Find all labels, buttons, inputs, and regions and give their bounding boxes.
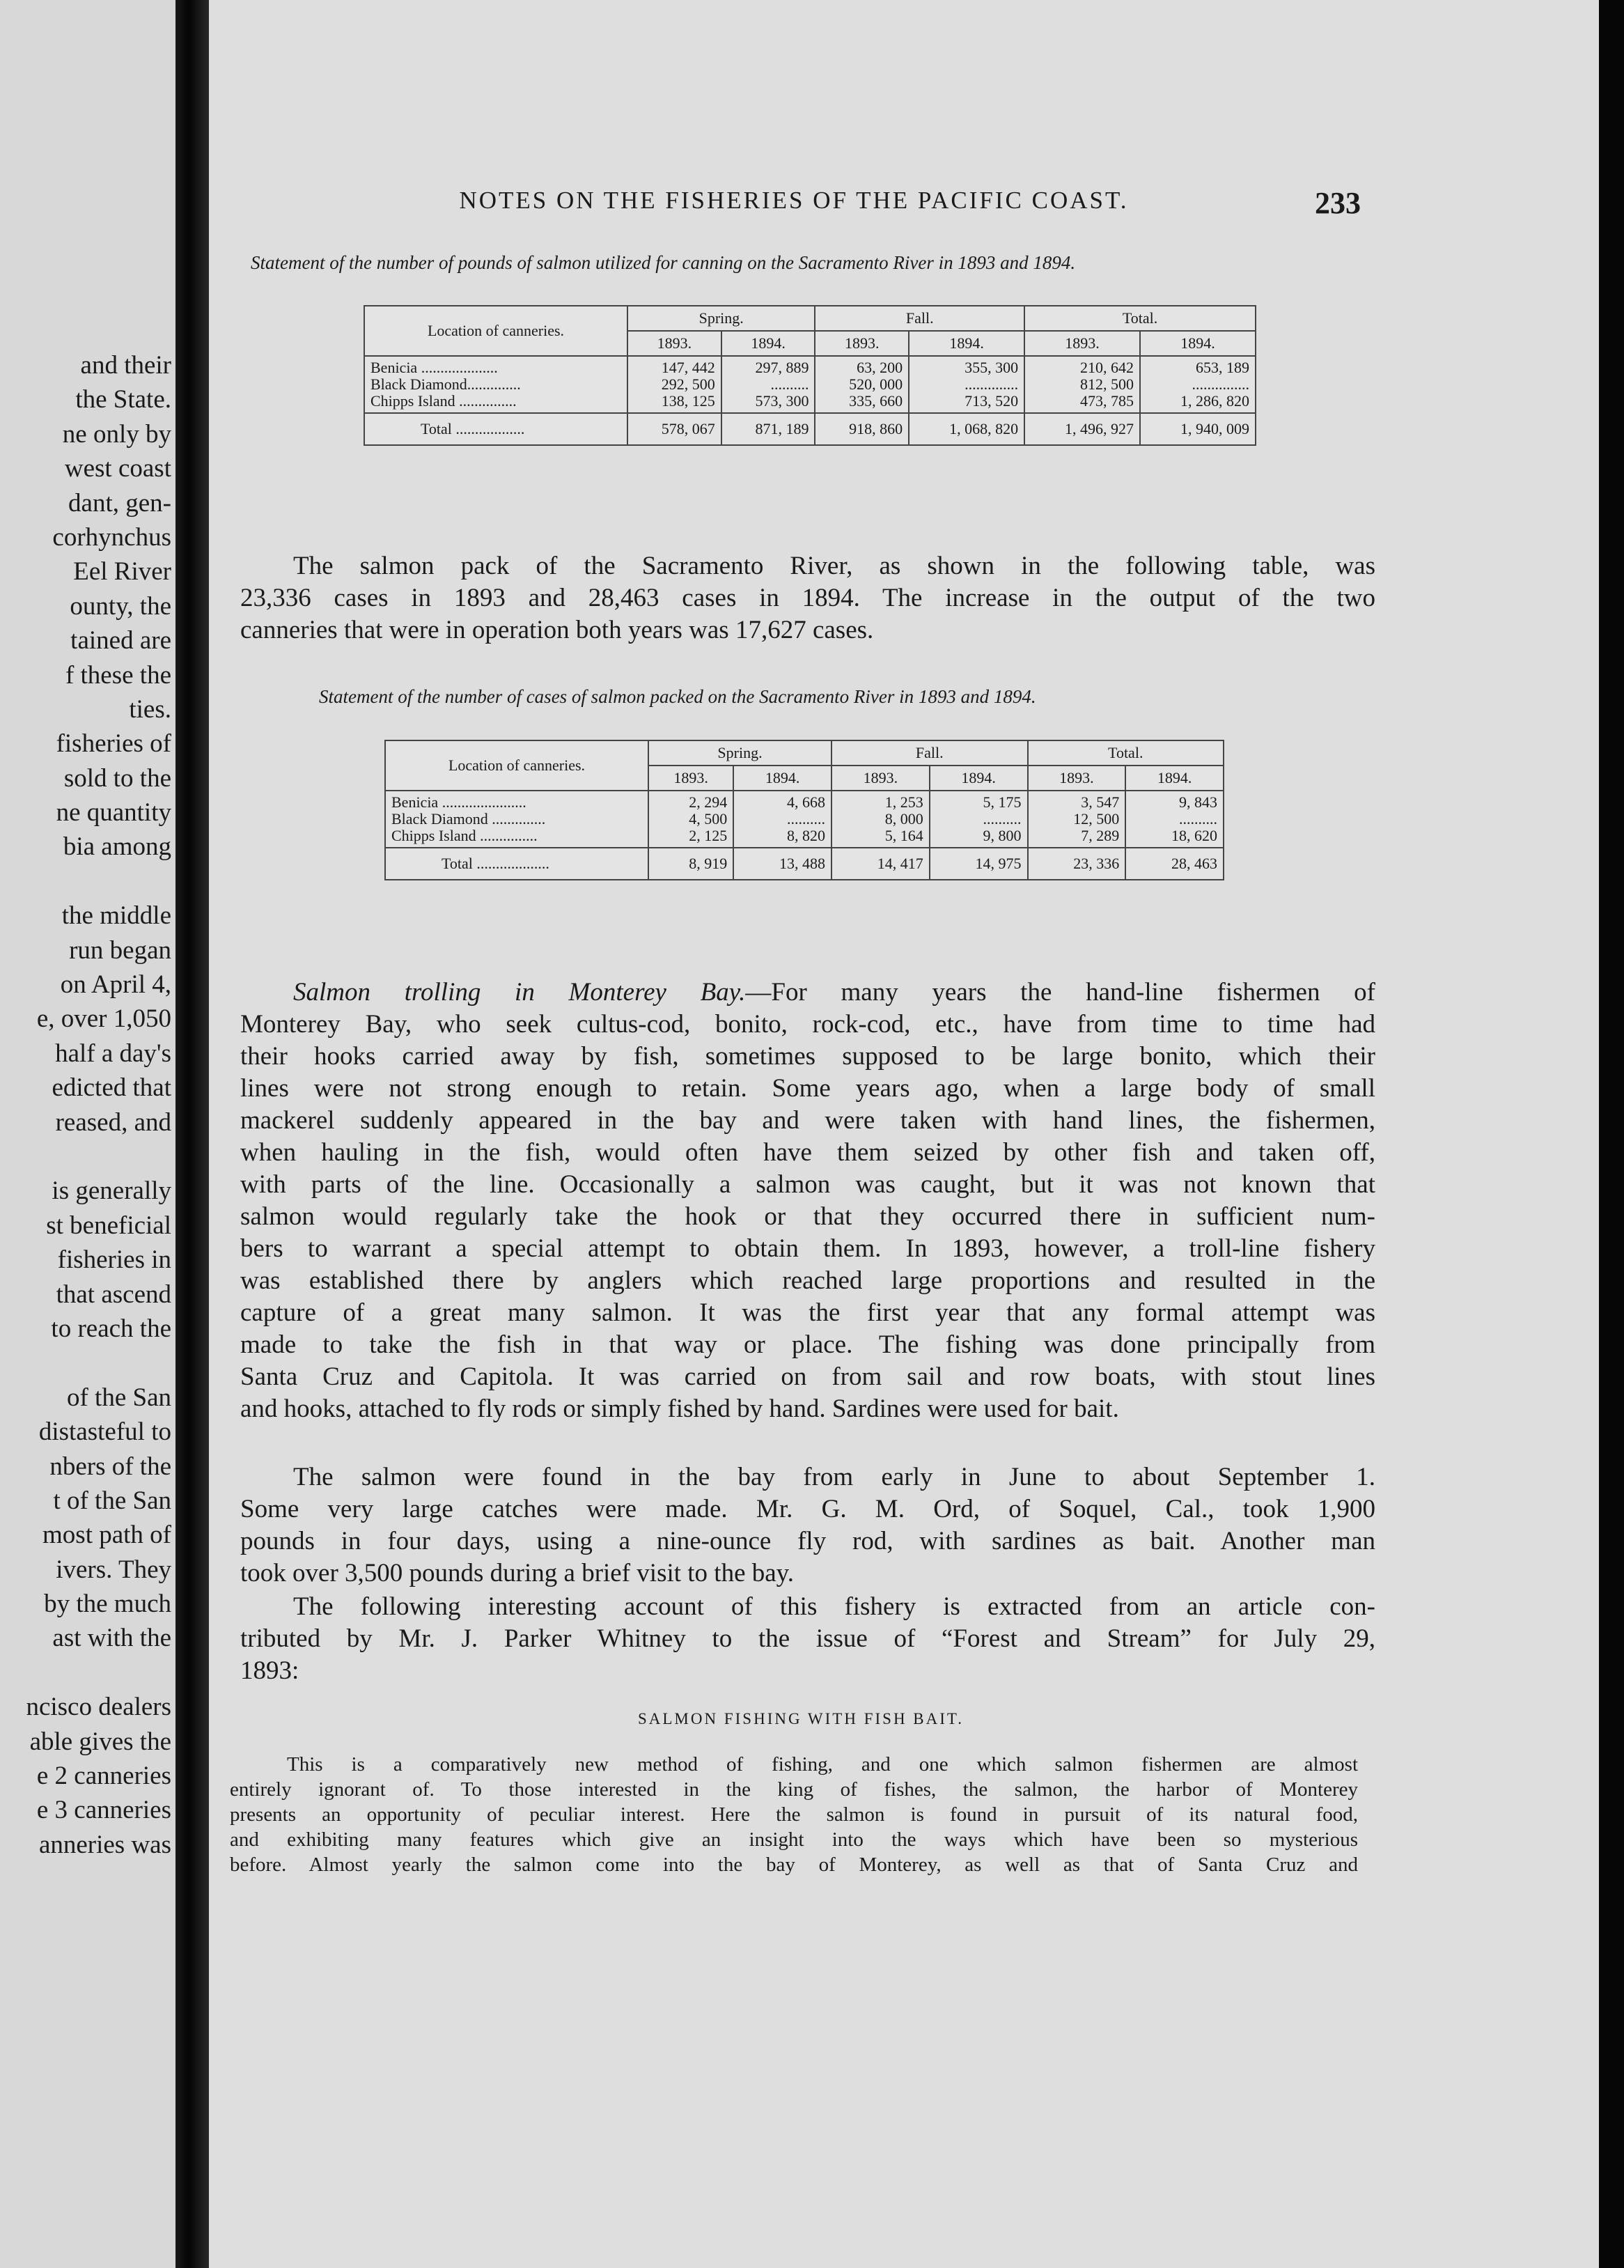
total-cell: 578, 067: [627, 413, 721, 445]
left-page-line: t of the San: [53, 1486, 171, 1515]
total-cell: 13, 488: [733, 848, 831, 880]
year-header: 1893.: [815, 331, 909, 356]
left-page-line: tained are: [70, 626, 171, 655]
left-page-line: ivers. They: [56, 1555, 171, 1584]
location-header: Location of canneries.: [385, 740, 648, 791]
left-page-line: ne quantity: [56, 798, 171, 828]
total-cell: 871, 189: [721, 413, 815, 445]
left-page-line: ncisco dealers: [26, 1693, 171, 1722]
year-header: 1894.: [1140, 331, 1256, 356]
left-page-fragment: [0, 0, 175, 2268]
subheading: SALMON FISHING WITH FISH BAIT.: [637, 1710, 965, 1727]
fall-header: Fall.: [815, 306, 1024, 331]
left-page-line: anneries was: [38, 1830, 171, 1859]
year-header: 1893.: [1028, 766, 1126, 791]
total-header: Total.: [1024, 306, 1256, 331]
total-row: [385, 848, 1224, 880]
left-page-line: ne only by: [62, 419, 171, 449]
location-header: Location of canneries.: [364, 306, 627, 356]
left-page-line: on April 4,: [60, 970, 171, 1000]
left-page-line: [0, 864, 171, 899]
left-page-line: e, over 1,050: [36, 1004, 171, 1034]
paragraph-catches: The salmon were found in the bay from early in June to about September 1. Some very large catches were made. Mr. G. M. Ord, of Soquel, Cal., took 1,900 pounds in four days, using a nine-ounce fly rod, with sardines as bait. Another man took over 3,500 pounds during a brief visit to the bay.: [240, 1463, 1375, 1587]
total-cell: 14, 975: [930, 848, 1028, 880]
left-page-line: Eel River: [73, 557, 171, 587]
left-page-line: e 2 canneries: [36, 1762, 171, 1791]
value-cell: 9, 843 .......... 18, 620: [1125, 791, 1224, 848]
total-cell: 1, 940, 009: [1140, 413, 1256, 445]
left-page-line: ounty, the: [70, 591, 171, 621]
page-edge-shadow: [1599, 0, 1624, 2268]
left-page-line: able gives the: [29, 1727, 171, 1756]
total-cell: 14, 417: [831, 848, 930, 880]
left-page-line: reased, and: [55, 1108, 171, 1137]
left-page-line: ast with the: [52, 1624, 171, 1653]
year-header: 1894.: [733, 766, 831, 791]
year-header: 1893.: [1024, 331, 1140, 356]
left-page-line: most path of: [42, 1521, 171, 1550]
quoted-article: This is a comparatively new method of fishing, and one which salmon fishermen are almost entirely ignorant of. To those interested in the king of fishes, the salmon, the harbor of Monterey presents an opportunity of peculiar interest. Here the salmon is found in pursuit of its natural food, and exhibiting many features which give an insight into the ways which have been so mysterious before. Almost yearly the salmon come into the bay of Monterey, as well as that of Santa Cruz and: [230, 1753, 1358, 1876]
value-cell: 355, 300 .............. 713, 520: [909, 356, 1024, 413]
location-cell: Benicia .................... Black Diamond.............. Chipps Island ...............: [364, 356, 627, 413]
year-header: 1893.: [648, 766, 733, 791]
left-page-line: dant, gen-: [68, 488, 171, 518]
left-page-line: st beneficial: [46, 1211, 171, 1240]
table-row: [364, 356, 1256, 413]
left-page-line: corhynchus: [52, 522, 171, 552]
pounds-table: [364, 305, 1256, 446]
total-cell: 1, 068, 820: [909, 413, 1024, 445]
left-page-line: [0, 1656, 171, 1690]
fall-header: Fall.: [831, 740, 1027, 766]
location-cell: Benicia ...................... Black Diamond .............. Chipps Island ...............: [385, 791, 648, 848]
left-page-line: bia among: [63, 832, 171, 862]
total-cell: 1, 496, 927: [1024, 413, 1140, 445]
year-header: 1894.: [721, 331, 815, 356]
left-page-line: and their: [80, 351, 171, 380]
left-page-line: of the San: [66, 1383, 171, 1412]
left-page-line: run began: [69, 935, 171, 965]
value-cell: 2, 294 4, 500 2, 125: [648, 791, 733, 848]
total-label: Total ..................: [364, 413, 627, 445]
value-cell: 5, 175 .......... 9, 800: [930, 791, 1028, 848]
left-page-line: f these the: [65, 660, 171, 690]
value-cell: 210, 642 812, 500 473, 785: [1024, 356, 1140, 413]
left-page-line: is generally: [52, 1176, 171, 1206]
table1-caption: Statement of the number of pounds of salmon utilized for canning on the Sacramento River in 1893 and 1894.: [251, 252, 1076, 273]
year-header: 1894.: [930, 766, 1028, 791]
year-header: 1894.: [909, 331, 1024, 356]
left-page-line: fisheries in: [57, 1245, 171, 1275]
book-page: [209, 0, 1599, 2268]
table2-caption: Statement of the number of cases of salmon packed on the Sacramento River in 1893 and 1894.: [319, 686, 1036, 707]
spring-header: Spring.: [627, 306, 815, 331]
year-header: 1893.: [831, 766, 930, 791]
paragraph-account: The following interesting account of this fishery is extracted from an article con- tributed by Mr. J. Parker Whitney to the issue of “Forest and Stream” for July 29, 1893:: [240, 1592, 1375, 1685]
total-cell: 8, 919: [648, 848, 733, 880]
total-header: Total.: [1028, 740, 1224, 766]
left-page-line: west coast: [64, 454, 171, 483]
left-page-line: [0, 1140, 171, 1174]
total-cell: 918, 860: [815, 413, 909, 445]
left-page-line: nbers of the: [49, 1452, 171, 1481]
paragraph-monterey: Salmon trolling in Monterey Bay.—For many years the hand-line fishermen of Monterey Bay, who seek cultus-cod, bonito, rock-cod, etc., have from time to time had their hooks carried away by fish, sometimes supposed to be large bonito, which their lines were not strong enough to retain. Some years ago, when a large body of small mackerel suddenly appeared in the bay and were taken with hand lines, the fishermen, when hauling in the fish, would often have them seized by other fish and taken off, with parts of the line. Occasionally a salmon was caught, but it was not known that salmon would regularly take the hook or that they occurred there in sufficient num- bers to warrant a special attempt to obtain them. In 1893, however, a troll-line fishery was established there by anglers which reached large proportions and resulted in the capture of a great many salmon. It was the first year that any formal attempt was made to take the fish in that way or place. The fishing was done principally from Santa Cruz and Capitola. It was carried on from sail and row boats, with stout lines and hooks, attached to fly rods or simply fished by hand. Sardines were used for bait.: [240, 978, 1375, 1423]
left-page-line: edicted that: [52, 1073, 171, 1103]
spring-header: Spring.: [648, 740, 831, 766]
page-number: 233: [1315, 186, 1361, 220]
left-page-line: that ascend: [56, 1280, 171, 1309]
left-page-line: the middle: [61, 901, 171, 931]
left-page-line: [0, 1346, 171, 1380]
left-page-line: fisheries of: [56, 729, 171, 759]
left-page-line: the State.: [75, 385, 171, 414]
value-cell: 297, 889 .......... 573, 300: [721, 356, 815, 413]
section-title: Salmon trolling in Monterey Bay.: [293, 978, 746, 1007]
left-page-text-column: [0, 348, 171, 1862]
cases-table: [384, 740, 1224, 880]
total-cell: 23, 336: [1028, 848, 1126, 880]
value-cell: 3, 547 12, 500 7, 289: [1028, 791, 1126, 848]
left-page-line: half a day's: [55, 1039, 171, 1068]
running-head: NOTES ON THE FISHERIES OF THE PACIFIC COAST.: [459, 187, 1129, 214]
paragraph-pack: The salmon pack of the Sacramento River, as shown in the following table, was 23,336 cases in 1893 and 28,463 cases in 1894. The increase in the output of the two canneries that were in operation both years was 17,627 cases.: [240, 552, 1375, 644]
table-row: [385, 791, 1224, 848]
year-header: 1893.: [627, 331, 721, 356]
book-gutter: [175, 0, 209, 2268]
year-header: 1894.: [1125, 766, 1224, 791]
left-page-line: by the much: [44, 1590, 171, 1619]
left-page-line: to reach the: [51, 1314, 171, 1343]
value-cell: 147, 442 292, 500 138, 125: [627, 356, 721, 413]
value-cell: 1, 253 8, 000 5, 164: [831, 791, 930, 848]
total-label: Total ...................: [385, 848, 648, 880]
value-cell: 4, 668 .......... 8, 820: [733, 791, 831, 848]
left-page-line: sold to the: [63, 763, 171, 793]
left-page-line: e 3 canneries: [36, 1796, 171, 1825]
left-page-line: distasteful to: [38, 1418, 171, 1447]
total-row: [364, 413, 1256, 445]
left-page-line: ties.: [129, 694, 171, 724]
value-cell: 653, 189 ............... 1, 286, 820: [1140, 356, 1256, 413]
value-cell: 63, 200 520, 000 335, 660: [815, 356, 909, 413]
total-cell: 28, 463: [1125, 848, 1224, 880]
